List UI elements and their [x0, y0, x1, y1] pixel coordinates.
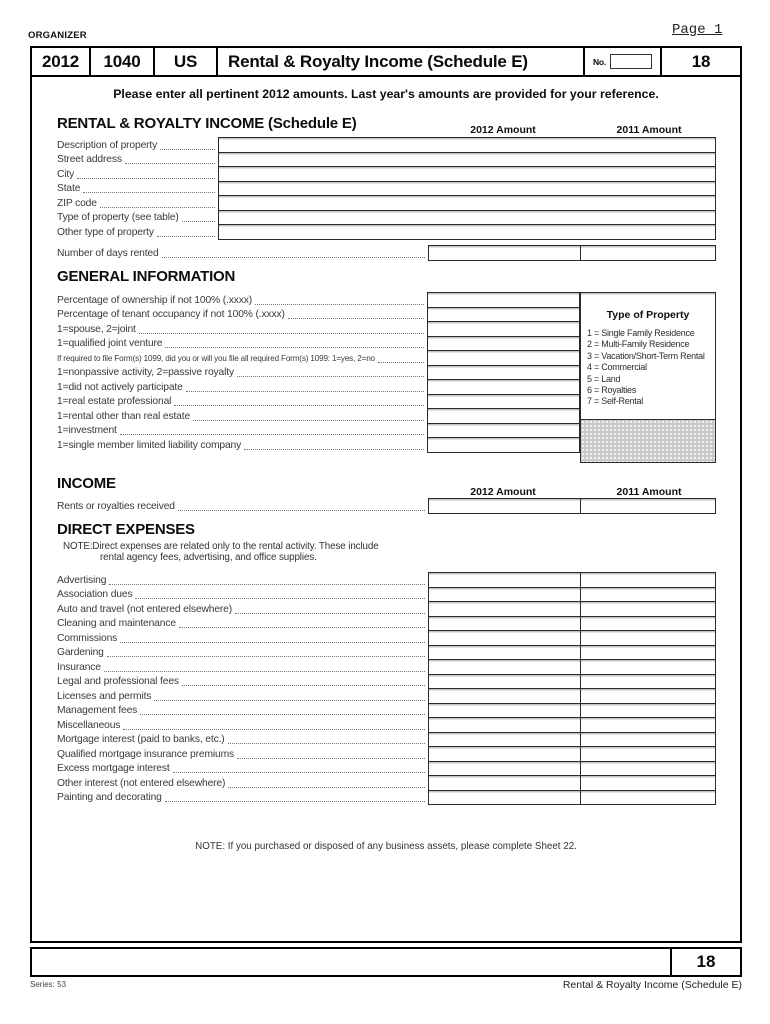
- field-label: 1=single member limited liability company: [57, 439, 242, 451]
- form-row: [57, 423, 580, 439]
- field-label: Legal and professional fees: [57, 676, 179, 687]
- field-label: State: [57, 183, 81, 194]
- amount-2012-box[interactable]: [428, 659, 581, 675]
- form-row: [57, 601, 716, 617]
- field-label: 1=nonpassive activity, 2=passive royalty: [57, 367, 234, 378]
- dot-leader: [244, 437, 424, 450]
- dot-leader: [109, 572, 425, 585]
- field-label: Number of days rented: [57, 247, 159, 259]
- amount-2011-box[interactable]: [580, 587, 716, 603]
- dot-leader: [255, 292, 424, 305]
- amount-2012-box[interactable]: [428, 775, 581, 791]
- expenses-note-line2: rental agency fees, advertising, and office supplies.: [100, 552, 317, 563]
- legend-item: 4 = Commercial: [587, 362, 647, 373]
- field-label: Cleaning and maintenance: [57, 618, 176, 629]
- form-row: [57, 408, 580, 424]
- amount-2011-box[interactable]: [580, 630, 716, 646]
- field-label: City: [57, 168, 75, 180]
- form-row: [57, 645, 716, 661]
- form-row: [57, 616, 716, 632]
- page-number-label: Page 1: [672, 22, 723, 38]
- field-label: 1=spouse, 2=joint: [57, 323, 136, 335]
- amount-2012-box[interactable]: [427, 292, 580, 308]
- amount-2012-box[interactable]: [428, 630, 581, 646]
- field-label: If required to file Form(s) 1099, did you or will you file all required Form(s) 1099: 1=yes, 2=no: [57, 353, 375, 363]
- amount-2012-box[interactable]: [427, 379, 580, 395]
- text-field-box[interactable]: [218, 224, 716, 240]
- legend-item: 5 = Land: [587, 373, 621, 384]
- form-row: [57, 210, 716, 226]
- amount-2012-box[interactable]: [428, 746, 581, 762]
- type-of-property-legend: [580, 292, 716, 420]
- amount-2012-box[interactable]: [428, 245, 581, 261]
- text-field-box[interactable]: [218, 137, 716, 153]
- footer-sheet-number: 18: [670, 949, 740, 975]
- form-row: [57, 761, 716, 777]
- amount-2012-box[interactable]: [428, 587, 581, 603]
- dot-leader: [140, 703, 425, 716]
- field-label: Gardening: [57, 647, 104, 658]
- field-label: Association dues: [57, 589, 133, 600]
- assets-note: NOTE: If you purchased or disposed of any business assets, please complete Sheet 22.: [195, 841, 577, 852]
- section-title-income: INCOME: [57, 475, 116, 492]
- amount-2011-box[interactable]: [580, 645, 716, 661]
- dot-leader: [182, 674, 425, 687]
- form-row: [57, 137, 716, 153]
- form-row: [57, 790, 716, 806]
- form-row: [57, 688, 716, 704]
- form-row: [57, 587, 716, 603]
- field-label: Type of property (see table): [57, 212, 179, 223]
- amount-2011-box[interactable]: [580, 790, 716, 806]
- form-row: [57, 365, 580, 381]
- footer-bar: [30, 947, 742, 977]
- dot-leader: [182, 210, 215, 223]
- dot-leader: [174, 394, 424, 407]
- form-row: [57, 181, 716, 197]
- field-label: ZIP code: [57, 197, 97, 209]
- field-label: Percentage of tenant occupancy if not 100% (.xxxx): [57, 309, 285, 320]
- dot-leader: [154, 688, 425, 701]
- amount-2012-box[interactable]: [427, 350, 580, 366]
- header-form-number: 1040: [91, 48, 155, 75]
- dot-leader: [157, 224, 215, 237]
- field-label: Rents or royalties received: [57, 500, 175, 512]
- column-header-2011: 2011 Amount: [616, 124, 682, 136]
- dot-leader: [77, 166, 215, 179]
- form-row: [57, 572, 716, 588]
- amount-2012-box[interactable]: [428, 498, 581, 514]
- dot-leader: [100, 195, 215, 208]
- amount-2012-box[interactable]: [427, 321, 580, 337]
- field-label: Auto and travel (not entered elsewhere): [57, 603, 233, 615]
- form-row: [57, 321, 580, 337]
- amount-2012-box[interactable]: [428, 717, 581, 733]
- form-row: [57, 703, 716, 719]
- field-label: Insurance: [57, 661, 101, 673]
- field-label: Street address: [57, 154, 122, 165]
- dot-leader: [83, 181, 215, 194]
- section-title-general: GENERAL INFORMATION: [57, 268, 236, 285]
- text-field-box[interactable]: [218, 210, 716, 226]
- form-row: [57, 674, 716, 690]
- amount-2012-box[interactable]: [427, 365, 580, 381]
- amount-2012-box[interactable]: [427, 408, 580, 424]
- header-year: 2012: [32, 48, 91, 75]
- dot-leader: [165, 790, 425, 803]
- field-label: Percentage of ownership if not 100% (.xxxx): [57, 294, 253, 306]
- rental-text-rows: [57, 137, 716, 240]
- field-label: Licenses and permits: [57, 690, 152, 702]
- amount-2011-box[interactable]: [580, 674, 716, 690]
- dot-leader: [173, 761, 425, 774]
- footer-spacer: [32, 949, 670, 975]
- form-row: [57, 224, 716, 240]
- field-label: 1=did not actively participate: [57, 381, 183, 393]
- form-row: [57, 732, 716, 748]
- dot-leader: [107, 645, 425, 658]
- rental-amount-rows: [57, 245, 716, 261]
- legend-title: Type of Property: [606, 309, 690, 321]
- text-field-box[interactable]: [218, 166, 716, 182]
- field-label: 1=real estate professional: [57, 396, 172, 407]
- amount-2012-box[interactable]: [427, 336, 580, 352]
- form-row: [57, 630, 716, 646]
- form-row: [57, 746, 716, 762]
- amount-2011-box[interactable]: [580, 245, 716, 261]
- form-row: [57, 166, 716, 182]
- amount-2011-box[interactable]: [580, 732, 716, 748]
- footer-doc-title: Rental & Royalty Income (Schedule E): [562, 979, 742, 991]
- amount-2012-box[interactable]: [428, 645, 581, 661]
- legend-item: 7 = Self-Rental: [587, 396, 644, 407]
- form-row: [57, 307, 580, 323]
- amount-2011-box[interactable]: [580, 659, 716, 675]
- amount-2011-box[interactable]: [580, 761, 716, 777]
- amount-2011-box[interactable]: [580, 601, 716, 617]
- no-label: No.: [592, 56, 607, 67]
- amount-2011-box[interactable]: [580, 572, 716, 588]
- section-title-rental: RENTAL & ROYALTY INCOME (Schedule E): [57, 115, 357, 132]
- dot-leader: [104, 659, 425, 672]
- dot-leader: [120, 423, 424, 436]
- amount-2012-box[interactable]: [428, 601, 581, 617]
- field-label: 1=rental other than real estate: [57, 410, 191, 422]
- dot-leader: [160, 137, 215, 150]
- field-label: Miscellaneous: [57, 719, 121, 731]
- column-header-2012: 2012 Amount: [470, 124, 536, 136]
- amount-2012-box[interactable]: [427, 307, 580, 323]
- field-label: Commissions: [57, 632, 118, 644]
- section-title-expenses: DIRECT EXPENSES: [57, 521, 195, 538]
- amount-2011-box[interactable]: [580, 703, 716, 719]
- field-label: 1=qualified joint venture: [57, 338, 163, 349]
- form-row: [57, 245, 716, 261]
- form-row: [57, 350, 580, 366]
- form-body: [30, 77, 742, 943]
- dot-leader: [186, 379, 424, 392]
- text-field-box[interactable]: [218, 152, 716, 168]
- dot-leader: [135, 587, 425, 600]
- dot-leader: [139, 321, 424, 334]
- expenses-note-line1: NOTE:Direct expenses are related only to the rental activity. These include: [63, 541, 379, 552]
- general-info-rows: [57, 292, 580, 453]
- legend-item: 2 = Multi-Family Residence: [587, 339, 690, 350]
- dot-leader: [237, 365, 424, 378]
- form-row: [57, 394, 580, 410]
- form-row: [57, 379, 580, 395]
- text-field-box[interactable]: [218, 195, 716, 211]
- legend-item: 3 = Vacation/Short-Term Rental: [587, 350, 705, 361]
- dot-leader: [179, 616, 425, 629]
- amount-2011-box[interactable]: [580, 717, 716, 733]
- field-label: Other type of property: [57, 226, 154, 238]
- dot-leader: [228, 732, 425, 745]
- dot-leader: [193, 408, 424, 421]
- amount-2012-box[interactable]: [428, 674, 581, 690]
- form-row: [57, 195, 716, 211]
- field-label: Management fees: [57, 705, 138, 716]
- field-label: Other interest (not entered elsewhere): [57, 777, 226, 789]
- field-label: Advertising: [57, 574, 107, 586]
- amount-2012-box[interactable]: [428, 688, 581, 704]
- form-row: [57, 336, 580, 352]
- column-header-2011: 2011 Amount: [616, 486, 682, 498]
- amount-2012-box[interactable]: [428, 703, 581, 719]
- shaded-unused-area: [580, 419, 716, 463]
- amount-2012-box[interactable]: [428, 572, 581, 588]
- expense-rows: [57, 572, 716, 805]
- amount-2011-box[interactable]: [580, 688, 716, 704]
- form-title: Rental & Royalty Income (Schedule E): [218, 48, 585, 75]
- organizer-label: ORGANIZER: [28, 30, 87, 41]
- no-input-box[interactable]: [610, 54, 652, 69]
- amount-2011-box[interactable]: [580, 775, 716, 791]
- form-row: [57, 775, 716, 791]
- field-label: Excess mortgage interest: [57, 763, 170, 774]
- dot-leader: [235, 601, 425, 614]
- amount-2012-box[interactable]: [428, 761, 581, 777]
- amount-2012-box[interactable]: [427, 423, 580, 439]
- field-label: Qualified mortgage insurance premiums: [57, 748, 235, 760]
- field-label: Painting and decorating: [57, 792, 162, 803]
- dot-leader: [288, 307, 424, 320]
- form-row: [57, 498, 716, 514]
- legend-item: 1 = Single Family Residence: [587, 328, 695, 338]
- field-label: 1=investment: [57, 425, 117, 436]
- form-row: [57, 292, 580, 308]
- header-country: US: [155, 48, 218, 75]
- form-row: [57, 437, 580, 453]
- amount-2012-box[interactable]: [427, 394, 580, 410]
- header-no-cell: [585, 48, 662, 75]
- amount-2012-box[interactable]: [428, 732, 581, 748]
- income-rows: [57, 498, 716, 514]
- form-row: [57, 152, 716, 168]
- dot-leader: [378, 350, 424, 363]
- amount-2011-box[interactable]: [580, 616, 716, 632]
- form-header-bar: [30, 46, 742, 77]
- amount-2011-box[interactable]: [580, 746, 716, 762]
- legend-item: 6 = Royalties: [587, 385, 637, 396]
- dot-leader: [162, 245, 425, 258]
- form-row: [57, 659, 716, 675]
- form-subtitle: Please enter all pertinent 2012 amounts. Last year's amounts are provided for your reference.: [113, 87, 659, 101]
- text-field-box[interactable]: [218, 181, 716, 197]
- header-sheet-number: 18: [691, 51, 711, 71]
- dot-leader: [125, 152, 215, 165]
- dot-leader: [120, 630, 425, 643]
- amount-2012-box[interactable]: [427, 437, 580, 453]
- form-row: [57, 717, 716, 733]
- series-label: Series: 53: [30, 980, 67, 989]
- amount-2011-box[interactable]: [580, 498, 716, 514]
- legend-items: [581, 328, 715, 408]
- dot-leader: [123, 717, 425, 730]
- dot-leader: [228, 775, 425, 788]
- amount-2012-box[interactable]: [428, 616, 581, 632]
- field-label: Description of property: [57, 139, 158, 151]
- dot-leader: [237, 746, 425, 759]
- amount-2012-box[interactable]: [428, 790, 581, 806]
- dot-leader: [165, 336, 424, 349]
- field-label: Mortgage interest (paid to banks, etc.): [57, 734, 225, 745]
- column-header-2012: 2012 Amount: [470, 486, 536, 498]
- dot-leader: [178, 498, 425, 511]
